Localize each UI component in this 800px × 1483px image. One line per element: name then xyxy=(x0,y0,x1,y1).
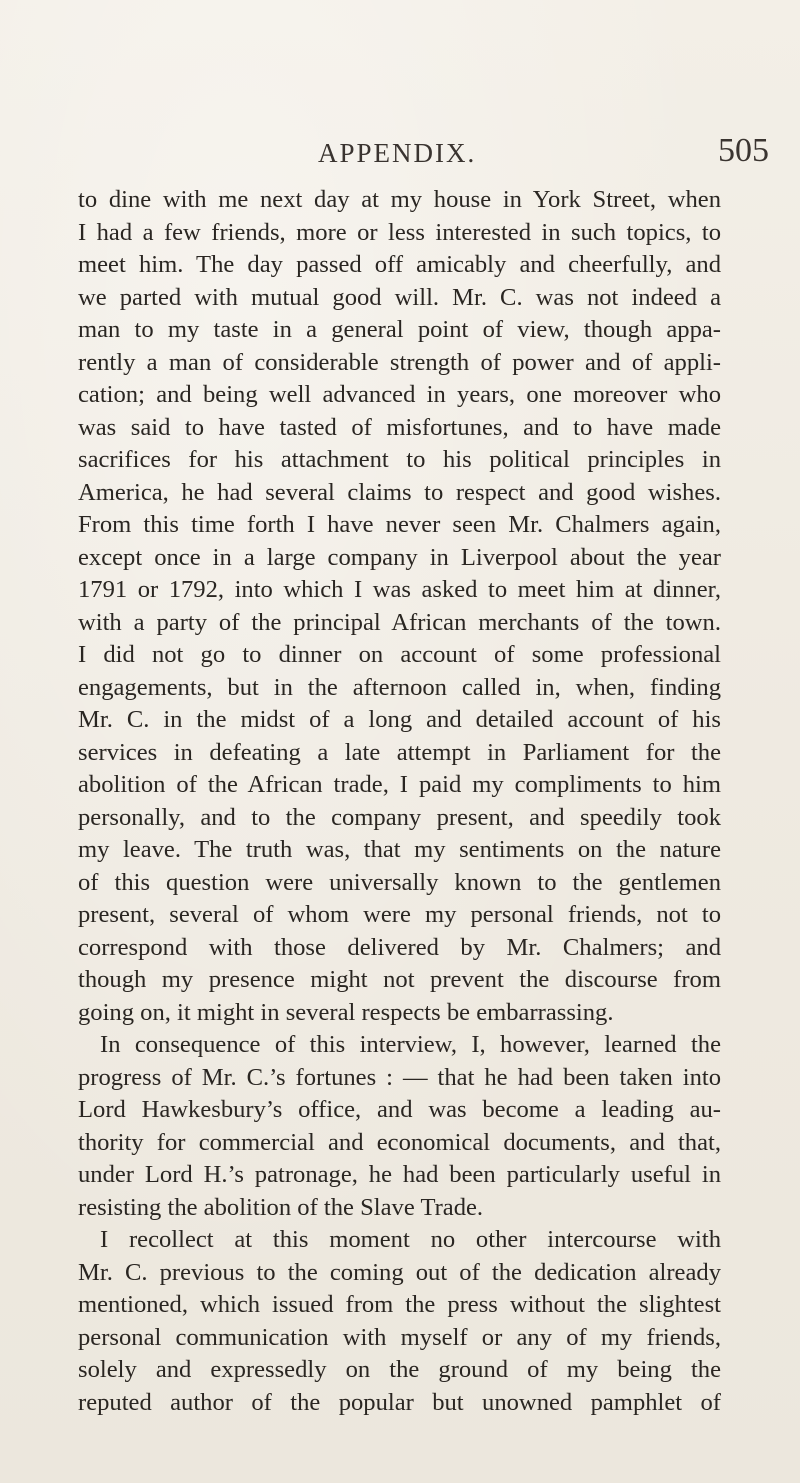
text-line: I did not go to dinner on account of some professional xyxy=(78,641,721,668)
text-line: man to my taste in a general point of view, though appa- xyxy=(78,316,721,343)
text-line: abolition of the African trade, I paid my compliments to him xyxy=(78,771,721,798)
text-line: correspond with those delivered by Mr. Chalmers; and xyxy=(78,933,721,961)
text-line: I had a few friends, more or less interested in such topics, to xyxy=(78,218,721,246)
text-line: reputed author of the popular but unowned pamphlet of xyxy=(78,1388,721,1416)
page-number: 505 xyxy=(718,132,769,169)
paragraph-first-line: I recollect at this moment no other intercourse with xyxy=(100,1226,721,1253)
text-line: engagements, but in the afternoon called in, when, finding xyxy=(78,673,721,701)
text-line: 1791 or 1792, into which I was asked to meet him at dinner, xyxy=(78,576,721,603)
paragraph-first-line: In consequence of this interview, I, however, learned the xyxy=(100,1031,721,1058)
text-line: meet him. The day passed off amicably and cheerfully, and xyxy=(78,251,721,278)
text-line: From this time forth I have never seen Mr. Chalmers again, xyxy=(78,511,721,538)
body-text xyxy=(78,184,721,1419)
text-line: services in defeating a late attempt in Parliament for the xyxy=(78,738,721,766)
text-line: we parted with mutual good will. Mr. C. was not indeed a xyxy=(78,283,721,311)
text-line: though my presence might not prevent the discourse from xyxy=(78,966,721,993)
text-line: Mr. C. previous to the coming out of the dedication already xyxy=(78,1258,721,1286)
text-line: under Lord H.’s patronage, he had been particularly useful in xyxy=(78,1161,721,1188)
text-line: progress of Mr. C.’s fortunes : — that he had been taken into xyxy=(78,1063,721,1091)
text-line: resisting the abolition of the Slave Trade. xyxy=(78,1193,484,1221)
text-line: Mr. C. in the midst of a long and detailed account of his xyxy=(78,706,721,733)
text-line: cation; and being well advanced in years, one moreover who xyxy=(78,381,721,408)
text-line: with a party of the principal African merchants of the town. xyxy=(78,608,721,636)
text-line: going on, it might in several respects be embarrassing. xyxy=(78,998,614,1026)
text-line: mentioned, which issued from the press without the slightest xyxy=(78,1291,721,1318)
text-line: personal communication with myself or any of my friends, xyxy=(78,1323,721,1351)
text-line: rently a man of considerable strength of power and of appli- xyxy=(78,348,721,376)
text-line: my leave. The truth was, that my sentiments on the nature xyxy=(78,836,721,863)
running-head xyxy=(0,132,800,178)
text-line: sacrifices for his attachment to his political principles in xyxy=(78,446,721,473)
text-line: personally, and to the company present, and speedily took xyxy=(78,803,721,831)
text-line: thority for commercial and economical documents, and that, xyxy=(78,1128,721,1156)
text-line: except once in a large company in Liverpool about the year xyxy=(78,543,721,571)
text-line: present, several of whom were my personal friends, not to xyxy=(78,901,721,928)
text-line: Lord Hawkesbury’s office, and was become a leading au- xyxy=(78,1096,721,1123)
text-line: solely and expressedly on the ground of my being the xyxy=(78,1356,721,1383)
text-line: of this question were universally known to the gentlemen xyxy=(78,868,721,896)
text-line: was said to have tasted of misfortunes, and to have made xyxy=(78,413,721,441)
text-line: America, he had several claims to respect and good wishes. xyxy=(78,478,721,506)
text-line: to dine with me next day at my house in York Street, when xyxy=(78,186,721,213)
running-title: APPENDIX. xyxy=(318,138,477,168)
